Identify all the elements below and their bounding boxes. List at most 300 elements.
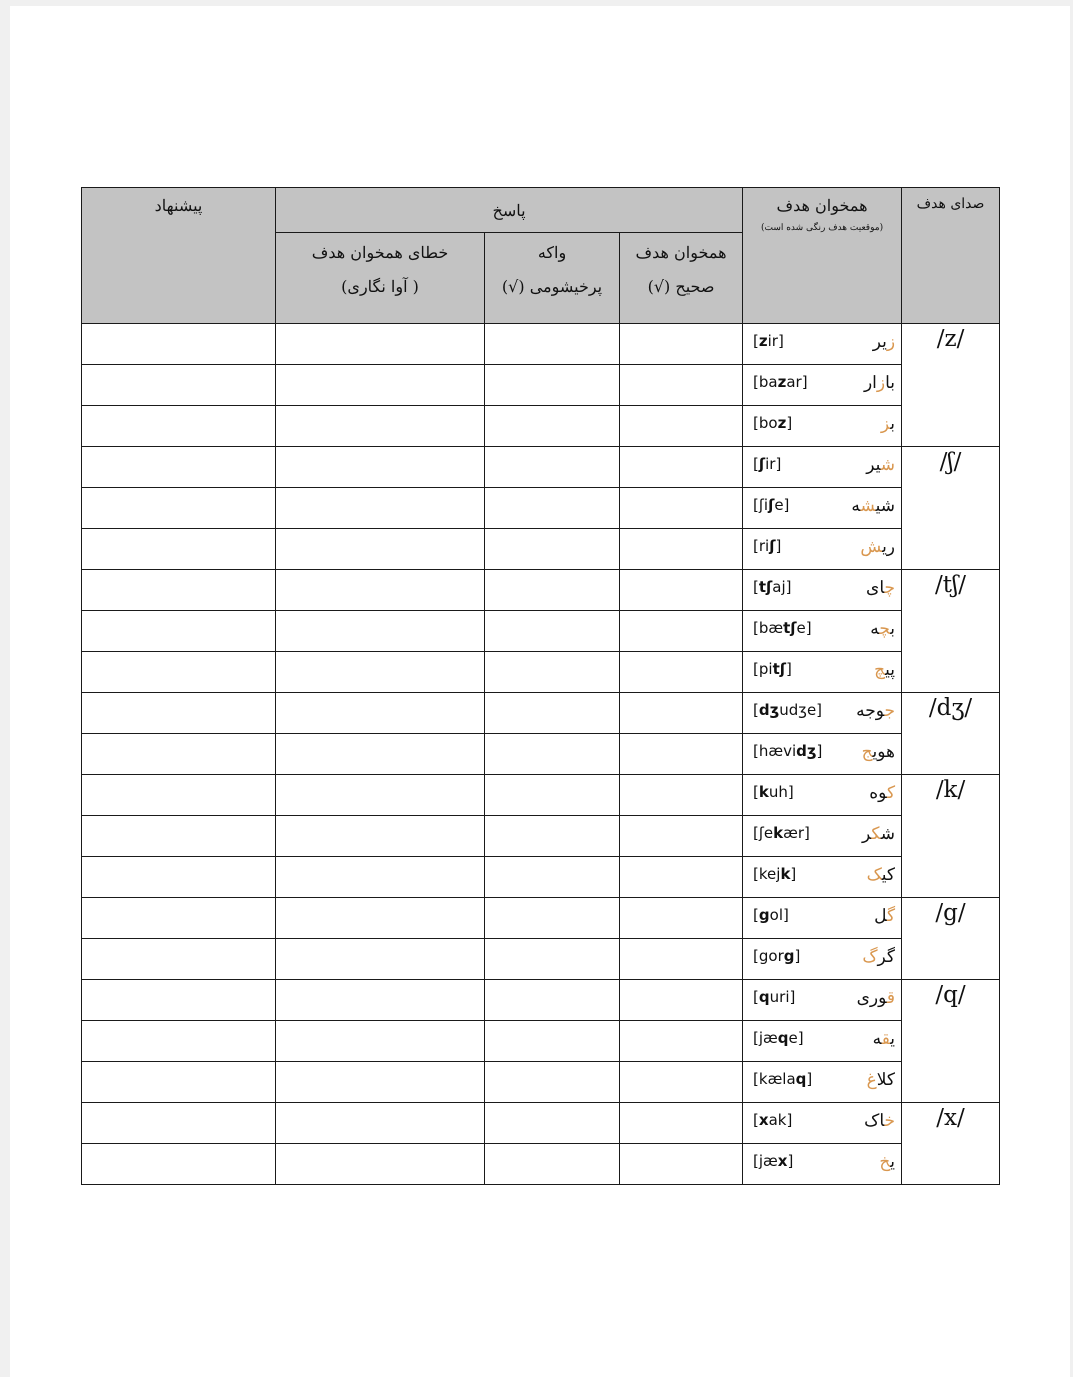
target-word-cell <box>743 406 902 447</box>
hypernasal-vowel-cell[interactable] <box>485 447 620 488</box>
word-target-segment: چ <box>879 619 891 639</box>
persian-word <box>864 1111 895 1131</box>
ipa-transcription <box>753 906 789 924</box>
target-word-cell <box>743 652 902 693</box>
word-target-segment: ز <box>886 332 896 352</box>
correct-target-cell[interactable] <box>620 365 743 406</box>
target-error-cell[interactable] <box>276 406 485 447</box>
header-target-note: (موقعیت هدف رنگی شده است) <box>760 223 884 233</box>
ipa-transcription <box>753 373 808 391</box>
table-row <box>82 857 1000 898</box>
target-sound-cell: /tʃ/ <box>902 570 1000 693</box>
ipa-target-segment: ʃ <box>768 496 775 514</box>
target-word-cell <box>743 529 902 570</box>
word-target-segment: ک <box>866 865 882 885</box>
ipa-target-segment: tʃ <box>783 619 797 637</box>
target-error-cell[interactable] <box>276 898 485 939</box>
persian-word <box>874 660 895 680</box>
correct-target-cell[interactable] <box>620 611 743 652</box>
header-correct-target <box>620 233 743 324</box>
ipa-segment: [ <box>753 701 759 719</box>
word-target-segment: گ <box>886 906 896 926</box>
ipa-segment: [kej <box>753 865 781 883</box>
ipa-target-segment: z <box>777 373 787 391</box>
table-row <box>82 775 1000 816</box>
word-target-segment: ش <box>880 455 896 475</box>
word-segment: وجه <box>856 701 885 721</box>
persian-word <box>862 742 895 762</box>
ipa-segment: ol] <box>769 906 789 924</box>
word-target-segment: خ <box>879 1152 891 1172</box>
ipa-transcription <box>753 947 800 965</box>
ipa-segment: ] <box>787 1152 794 1170</box>
ipa-transcription <box>753 537 781 555</box>
target-word-cell <box>743 693 902 734</box>
ipa-transcription <box>753 1152 793 1170</box>
hypernasal-vowel-cell[interactable] <box>485 1062 620 1103</box>
hypernasal-vowel-cell[interactable] <box>485 488 620 529</box>
target-error-cell[interactable] <box>276 652 485 693</box>
articulation-assessment-table <box>81 187 1000 1185</box>
target-error-cell[interactable] <box>276 365 485 406</box>
persian-word <box>879 1152 895 1172</box>
ipa-segment: [ʃi <box>753 496 769 514</box>
target-error-cell[interactable] <box>276 529 485 570</box>
suggestion-cell[interactable] <box>82 611 276 652</box>
correct-target-cell[interactable] <box>620 898 743 939</box>
word-segment: یر <box>872 332 887 352</box>
ipa-target-segment: ʃ <box>769 537 776 555</box>
table-row <box>82 693 1000 734</box>
header-target-consonant-label: همخوان هدف <box>776 196 868 215</box>
target-error-cell[interactable] <box>276 570 485 611</box>
suggestion-cell[interactable] <box>82 529 276 570</box>
ipa-transcription <box>753 1029 804 1047</box>
correct-target-cell[interactable] <box>620 816 743 857</box>
hypernasal-vowel-cell[interactable] <box>485 529 620 570</box>
correct-target-cell[interactable] <box>620 488 743 529</box>
target-error-cell[interactable] <box>276 939 485 980</box>
suggestion-cell[interactable] <box>82 652 276 693</box>
persian-word <box>866 578 895 598</box>
ipa-transcription <box>753 414 792 432</box>
ipa-segment: uri] <box>769 988 796 1006</box>
correct-target-cell[interactable] <box>620 693 743 734</box>
ipa-segment: [ <box>753 578 759 596</box>
persian-word <box>862 947 895 967</box>
suggestion-cell[interactable] <box>82 447 276 488</box>
table-row <box>82 816 1000 857</box>
ipa-segment: udʒe] <box>779 701 823 719</box>
ipa-segment: [ba <box>753 373 778 391</box>
word-segment: با <box>885 373 896 393</box>
header-error-line2: ( آوا نگاری) <box>341 277 419 296</box>
ipa-target-segment: k <box>758 783 769 801</box>
hypernasal-vowel-cell[interactable] <box>485 775 620 816</box>
suggestion-cell[interactable] <box>82 365 276 406</box>
ipa-segment: [ <box>753 1111 759 1129</box>
persian-word <box>866 455 895 475</box>
word-segment: ی <box>890 1152 896 1172</box>
ipa-transcription <box>753 1111 792 1129</box>
ipa-segment: ar] <box>786 373 808 391</box>
word-segment: ه <box>870 619 880 639</box>
ipa-segment: e] <box>774 496 790 514</box>
ipa-segment: [gor <box>753 947 784 965</box>
ipa-transcription <box>753 701 822 719</box>
suggestion-cell[interactable] <box>82 775 276 816</box>
word-target-segment: چ <box>884 578 896 598</box>
target-error-cell[interactable] <box>276 1021 485 1062</box>
hypernasal-vowel-cell[interactable] <box>485 1144 620 1185</box>
target-error-cell[interactable] <box>276 1062 485 1103</box>
ipa-segment: uh] <box>768 783 794 801</box>
target-word-cell <box>743 1062 902 1103</box>
ipa-target-segment: g <box>758 906 770 924</box>
correct-target-cell[interactable] <box>620 939 743 980</box>
ipa-transcription <box>753 1070 812 1088</box>
suggestion-cell[interactable] <box>82 1103 276 1144</box>
word-target-segment: ق <box>886 988 896 1008</box>
persian-word <box>851 496 895 516</box>
hypernasal-vowel-cell[interactable] <box>485 939 620 980</box>
word-segment: ب <box>890 619 896 639</box>
target-word-cell <box>743 324 902 365</box>
correct-target-cell[interactable] <box>620 652 743 693</box>
word-segment: شی <box>875 496 896 516</box>
table-row <box>82 898 1000 939</box>
correct-target-cell[interactable] <box>620 1103 743 1144</box>
suggestion-cell[interactable] <box>82 898 276 939</box>
persian-word <box>874 906 895 926</box>
ipa-transcription <box>753 578 791 596</box>
target-word-cell <box>743 898 902 939</box>
word-target-segment: ک <box>871 824 881 844</box>
target-word-cell <box>743 816 902 857</box>
hypernasal-vowel-cell[interactable] <box>485 857 620 898</box>
ipa-segment: ak] <box>768 1111 793 1129</box>
suggestion-cell[interactable] <box>82 406 276 447</box>
ipa-segment: [ri <box>753 537 770 555</box>
table-row <box>82 1103 1000 1144</box>
suggestion-cell[interactable] <box>82 1062 276 1103</box>
table-body <box>82 324 1000 1185</box>
word-segment: اک <box>864 1111 885 1131</box>
persian-word <box>873 332 895 352</box>
word-segment: پی <box>885 660 896 680</box>
header-suggestion: پیشنهاد <box>82 188 276 324</box>
hypernasal-vowel-cell[interactable] <box>485 734 620 775</box>
persian-word <box>862 824 895 844</box>
table-row <box>82 939 1000 980</box>
document-page <box>10 6 1070 1377</box>
word-target-segment: ز <box>880 414 891 434</box>
header-target-error <box>276 233 485 324</box>
ipa-transcription <box>753 619 812 637</box>
table-row <box>82 529 1000 570</box>
word-target-segment: گ <box>862 947 878 967</box>
word-segment: ل <box>874 906 887 926</box>
correct-target-cell[interactable] <box>620 775 743 816</box>
word-target-segment: ک <box>886 783 896 803</box>
ipa-target-segment: q <box>795 1070 807 1088</box>
ipa-target-segment: z <box>777 414 787 432</box>
table-row <box>82 447 1000 488</box>
persian-word <box>864 373 895 393</box>
target-error-cell[interactable] <box>276 488 485 529</box>
ipa-transcription <box>753 742 822 760</box>
correct-target-cell[interactable] <box>620 1021 743 1062</box>
word-target-segment: ز <box>876 373 886 393</box>
target-sound-cell: /x/ <box>902 1103 1000 1185</box>
table-row <box>82 365 1000 406</box>
suggestion-cell[interactable] <box>82 570 276 611</box>
suggestion-cell[interactable] <box>82 980 276 1021</box>
word-segment: کلا <box>876 1070 896 1090</box>
word-segment: ه <box>851 496 861 516</box>
table-row <box>82 488 1000 529</box>
correct-target-cell[interactable] <box>620 447 743 488</box>
table-row <box>82 1144 1000 1185</box>
table-row <box>82 324 1000 365</box>
target-error-cell[interactable] <box>276 1144 485 1185</box>
target-word-cell <box>743 488 902 529</box>
persian-word <box>870 619 895 639</box>
target-word-cell <box>743 447 902 488</box>
ipa-target-segment: q <box>777 1029 789 1047</box>
hypernasal-vowel-cell[interactable] <box>485 570 620 611</box>
ipa-target-segment: tʃ <box>758 578 773 596</box>
target-sound-cell: /q/ <box>902 980 1000 1103</box>
target-word-cell <box>743 365 902 406</box>
ipa-target-segment: dʒ <box>758 701 780 719</box>
word-segment: ش <box>880 824 896 844</box>
suggestion-cell[interactable] <box>82 693 276 734</box>
ipa-transcription <box>753 824 810 842</box>
ipa-segment: [hævi <box>753 742 797 760</box>
hypernasal-vowel-cell[interactable] <box>485 324 620 365</box>
target-error-cell[interactable] <box>276 734 485 775</box>
hypernasal-vowel-cell[interactable] <box>485 816 620 857</box>
hypernasal-vowel-cell[interactable] <box>485 898 620 939</box>
target-error-cell[interactable] <box>276 611 485 652</box>
ipa-segment: [ <box>753 783 759 801</box>
ipa-segment: ] <box>785 660 792 678</box>
ipa-segment: ] <box>786 414 793 432</box>
ipa-target-segment: tʃ <box>772 660 786 678</box>
hypernasal-vowel-cell[interactable] <box>485 611 620 652</box>
ipa-segment: ] <box>806 1070 813 1088</box>
table-row <box>82 980 1000 1021</box>
persian-word <box>873 1029 895 1049</box>
header-row-main <box>82 188 1000 233</box>
ipa-target-segment: q <box>758 988 770 1006</box>
header-hypernasal-vowel <box>485 233 620 324</box>
correct-target-cell[interactable] <box>620 857 743 898</box>
ipa-transcription <box>753 783 794 801</box>
header-correct-line1: همخوان هدف <box>635 243 727 262</box>
hypernasal-vowel-cell[interactable] <box>485 365 620 406</box>
table-row <box>82 734 1000 775</box>
ipa-segment: [bæ <box>753 619 784 637</box>
persian-word <box>860 537 895 557</box>
hypernasal-vowel-cell[interactable] <box>485 406 620 447</box>
header-vowel-line2: پرخیشومی (√) <box>501 277 603 296</box>
ipa-segment: [ʃe <box>753 824 774 842</box>
correct-target-cell[interactable] <box>620 570 743 611</box>
ipa-target-segment: x <box>777 1152 788 1170</box>
target-error-cell[interactable] <box>276 775 485 816</box>
suggestion-cell[interactable] <box>82 488 276 529</box>
word-target-segment: ج <box>884 701 896 721</box>
ipa-target-segment: x <box>758 1111 769 1129</box>
persian-word <box>867 865 895 885</box>
word-segment: گر <box>877 947 896 967</box>
word-segment: ری <box>882 537 896 557</box>
word-target-segment: ج <box>861 742 873 762</box>
suggestion-cell[interactable] <box>82 1144 276 1185</box>
target-sound-cell: /k/ <box>902 775 1000 898</box>
word-segment: ای <box>866 578 885 598</box>
ipa-transcription <box>753 332 784 350</box>
ipa-segment: aj] <box>772 578 792 596</box>
word-segment: ب <box>890 414 896 434</box>
target-word-cell <box>743 1103 902 1144</box>
word-segment: کی <box>881 865 896 885</box>
ipa-segment: [ <box>753 988 759 1006</box>
target-sound-cell: /dʒ/ <box>902 693 1000 775</box>
ipa-segment: [jæ <box>753 1152 778 1170</box>
ipa-transcription <box>753 865 796 883</box>
word-segment: وه <box>869 783 887 803</box>
ipa-target-segment: k <box>773 824 784 842</box>
target-sound-cell: /z/ <box>902 324 1000 447</box>
ipa-target-segment: k <box>780 865 791 883</box>
suggestion-cell[interactable] <box>82 857 276 898</box>
target-error-cell[interactable] <box>276 980 485 1021</box>
table-row <box>82 1062 1000 1103</box>
ipa-segment: [kæla <box>753 1070 796 1088</box>
persian-word <box>856 701 895 721</box>
target-word-cell <box>743 939 902 980</box>
hypernasal-vowel-cell[interactable] <box>485 652 620 693</box>
ipa-segment: ir] <box>765 455 782 473</box>
word-segment: هوی <box>872 742 896 762</box>
correct-target-cell[interactable] <box>620 734 743 775</box>
header-target-sound: صدای هدف <box>902 188 1000 324</box>
ipa-segment: [ <box>753 332 759 350</box>
suggestion-cell[interactable] <box>82 816 276 857</box>
target-error-cell[interactable] <box>276 816 485 857</box>
ipa-target-segment: dʒ <box>796 742 817 760</box>
word-segment: یر <box>866 455 881 475</box>
hypernasal-vowel-cell[interactable] <box>485 980 620 1021</box>
target-word-cell <box>743 1144 902 1185</box>
word-segment: ه <box>872 1029 882 1049</box>
word-segment: ر <box>862 824 872 844</box>
persian-word <box>881 414 895 434</box>
table-row <box>82 1021 1000 1062</box>
target-error-cell[interactable] <box>276 857 485 898</box>
word-target-segment: ق <box>881 1029 891 1049</box>
correct-target-cell[interactable] <box>620 406 743 447</box>
target-word-cell <box>743 611 902 652</box>
ipa-segment: [pi <box>753 660 773 678</box>
correct-target-cell[interactable] <box>620 529 743 570</box>
target-error-cell[interactable] <box>276 1103 485 1144</box>
word-target-segment: خ <box>884 1111 896 1131</box>
table-row <box>82 570 1000 611</box>
header-target-consonant <box>743 188 902 324</box>
ipa-segment: [jæ <box>753 1029 778 1047</box>
ipa-target-segment: ʃ <box>758 455 766 473</box>
word-target-segment: ش <box>860 537 883 557</box>
ipa-transcription <box>753 455 781 473</box>
target-word-cell <box>743 570 902 611</box>
correct-target-cell[interactable] <box>620 1062 743 1103</box>
target-word-cell <box>743 775 902 816</box>
target-error-cell[interactable] <box>276 693 485 734</box>
persian-word <box>869 783 895 803</box>
target-word-cell <box>743 980 902 1021</box>
table-row <box>82 406 1000 447</box>
ipa-segment: [bo <box>753 414 778 432</box>
persian-word <box>857 988 895 1008</box>
suggestion-cell[interactable] <box>82 939 276 980</box>
word-segment: ی <box>890 1029 896 1049</box>
ipa-segment: e] <box>796 619 812 637</box>
hypernasal-vowel-cell[interactable] <box>485 1103 620 1144</box>
target-word-cell <box>743 1021 902 1062</box>
ipa-segment: ær] <box>783 824 810 842</box>
ipa-segment: ] <box>794 947 801 965</box>
hypernasal-vowel-cell[interactable] <box>485 1021 620 1062</box>
suggestion-cell[interactable] <box>82 734 276 775</box>
target-sound-cell: /g/ <box>902 898 1000 980</box>
ipa-transcription <box>753 660 792 678</box>
word-segment: ار <box>863 373 877 393</box>
ipa-segment: ] <box>790 865 797 883</box>
table-row <box>82 611 1000 652</box>
ipa-segment: ] <box>775 537 782 555</box>
suggestion-cell[interactable] <box>82 1021 276 1062</box>
word-target-segment: ش <box>860 496 876 516</box>
ipa-target-segment: z <box>758 332 768 350</box>
word-target-segment: چ <box>874 660 886 680</box>
target-error-cell[interactable] <box>276 324 485 365</box>
header-correct-line2: صحیح (√) <box>647 277 715 296</box>
header-response: پاسخ <box>276 188 743 233</box>
suggestion-cell[interactable] <box>82 324 276 365</box>
target-error-cell[interactable] <box>276 447 485 488</box>
header-error-line1: خطای همخوان هدف <box>311 243 449 262</box>
word-target-segment: غ <box>866 1070 877 1090</box>
correct-target-cell[interactable] <box>620 324 743 365</box>
correct-target-cell[interactable] <box>620 980 743 1021</box>
ipa-segment: [ <box>753 455 759 473</box>
word-segment: وری <box>856 988 887 1008</box>
target-word-cell <box>743 857 902 898</box>
persian-word <box>867 1070 895 1090</box>
target-sound-cell: /ʃ/ <box>902 447 1000 570</box>
ipa-segment: ir] <box>767 332 784 350</box>
ipa-transcription <box>753 496 789 514</box>
ipa-segment: [ <box>753 906 759 924</box>
correct-target-cell[interactable] <box>620 1144 743 1185</box>
ipa-target-segment: g <box>783 947 795 965</box>
hypernasal-vowel-cell[interactable] <box>485 693 620 734</box>
table-row <box>82 652 1000 693</box>
